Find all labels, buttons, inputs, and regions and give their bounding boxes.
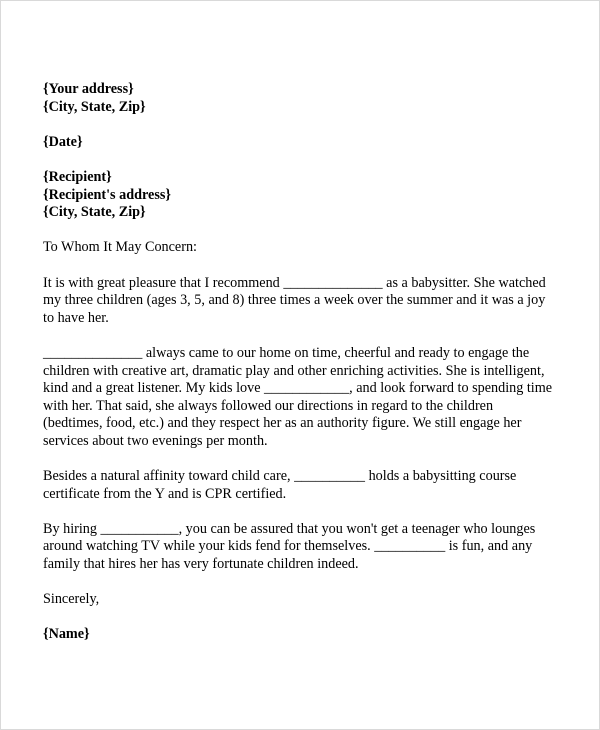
paragraph-recommendation [43,275,563,328]
sender-city-state-zip: {City, State, Zip} [43,98,146,115]
paragraph-line: Besides a natural affinity toward child care, __________ holds a babysitting course [43,468,517,485]
salutation: To Whom It May Concern: [43,239,197,256]
paragraph-line: children with creative art, dramatic play and other enriching activities. She is intelligent, [43,362,545,379]
paragraph-line: family that hires her has very fortunate children indeed. [43,556,359,573]
sender-block [43,81,563,116]
salutation-block [43,239,563,257]
paragraph-line: kind and a great listener. My kids love ____________, and look forward to spending time [43,380,553,397]
paragraph-line: By hiring ___________, you can be assured that you won't get a teenager who lounges [43,520,536,537]
paragraph-line: certificate from the Y and is CPR certified. [43,485,287,502]
paragraph-line: around watching TV while your kids fend for themselves. __________ is fun, and any [43,538,533,555]
signature-block [43,626,563,644]
paragraph-certification [43,468,563,503]
paragraph-conclusion [43,521,563,574]
paragraph-line: It is with great pleasure that I recommend ______________ as a babysitter. She watched [43,274,546,291]
date-block [43,134,563,152]
closing: Sincerely, [43,591,100,608]
recipient-block [43,169,563,222]
paragraph-line: ______________ always came to our home on time, cheerful and ready to engage the [43,344,530,361]
letter-body [43,81,563,662]
paragraph-reliability [43,345,563,451]
recipient-address: {Recipient's address} [43,186,171,203]
closing-block [43,591,563,609]
paragraph-line: to have her. [43,309,109,326]
letter-date: {Date} [43,133,83,150]
paragraph-line: my three children (ages 3, 5, and 8) three times a week over the summer and it was a joy [43,292,546,309]
paragraph-line: services about two evenings per month. [43,432,268,449]
signature-name: {Name} [43,626,90,643]
recipient-city-state-zip: {City, State, Zip} [43,204,146,221]
paragraph-line: with her. That said, she always followed our directions in regard to the children [43,397,494,414]
sender-address: {Your address} [43,81,134,97]
recipient-name: {Recipient} [43,168,112,185]
paragraph-line: (bedtimes, food, etc.) and they respect her as an authority figure. We still engage her [43,415,522,432]
